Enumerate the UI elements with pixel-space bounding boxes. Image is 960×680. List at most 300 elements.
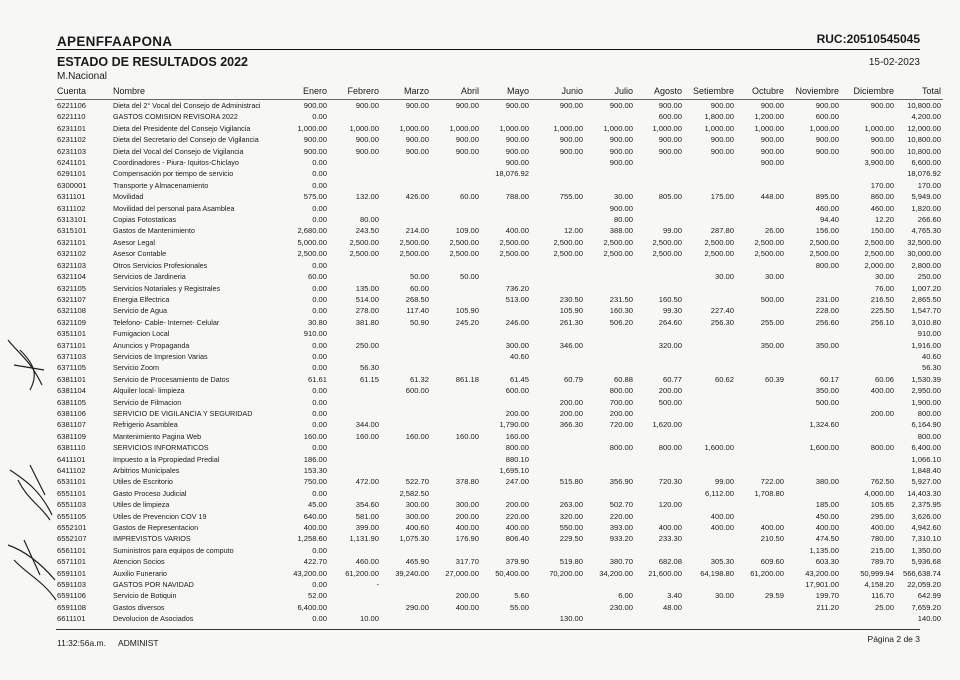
amount-cell: 900.00 <box>405 101 429 110</box>
amount-cell <box>684 613 736 624</box>
amount-cell: 50,999.94 <box>860 568 894 578</box>
amount-cell <box>431 442 481 453</box>
amount-cell: 30.80 <box>307 317 327 327</box>
amount-cell: 10,800.00 <box>907 101 941 110</box>
amount-cell: 61.32 <box>409 374 429 384</box>
amount-cell: 1,066.10 <box>911 454 941 464</box>
amount-cell <box>431 397 481 408</box>
amount-cell: 350.00 <box>815 340 839 350</box>
amount-cell: 116.70 <box>871 591 894 601</box>
amount-cell: 317.70 <box>455 557 479 567</box>
amount-cell <box>329 271 381 282</box>
amount-cell <box>585 454 635 465</box>
amount-cell: 60.00 <box>307 272 327 282</box>
amount-cell <box>684 602 736 613</box>
table-row <box>55 191 943 202</box>
amount-cell: 4,200.00 <box>911 112 941 122</box>
account-code: 6321103 <box>57 260 86 270</box>
table-row <box>55 168 943 179</box>
amount-cell <box>329 385 381 396</box>
table-row <box>55 111 943 122</box>
amount-cell <box>431 362 481 373</box>
amount-cell: 150.00 <box>870 226 894 236</box>
amount-cell: 400.00 <box>455 523 479 533</box>
amount-cell: 233.30 <box>658 534 682 544</box>
amount-cell: 61,200.00 <box>750 568 784 578</box>
amount-cell: 175.00 <box>710 192 734 202</box>
amount-cell <box>531 283 585 294</box>
amount-cell <box>381 203 431 214</box>
amount-cell: 61,200.00 <box>345 568 379 578</box>
account-code: 6311102 <box>57 203 86 213</box>
amount-cell <box>381 442 431 453</box>
amount-cell <box>635 180 684 191</box>
amount-cell <box>481 488 531 499</box>
amount-cell <box>431 579 481 590</box>
amount-cell <box>531 602 585 613</box>
amount-cell: 245.20 <box>455 317 479 327</box>
amount-cell: 860.00 <box>870 192 894 202</box>
amount-cell: 1,200.00 <box>754 112 784 122</box>
amount-cell: 1,000.00 <box>603 123 633 133</box>
amount-cell <box>684 533 736 544</box>
amount-cell <box>431 203 481 214</box>
amount-cell <box>585 340 635 351</box>
amount-cell: 220.00 <box>609 511 633 521</box>
amount-cell <box>585 545 635 556</box>
amount-cell <box>635 545 684 556</box>
amount-cell <box>481 579 531 590</box>
amount-cell: 1,000.00 <box>553 123 583 133</box>
amount-cell <box>431 168 481 179</box>
account-code: 6411102 <box>57 466 86 475</box>
amount-cell <box>684 397 736 408</box>
table-row <box>55 180 943 191</box>
account-name: Copias Fotostaticas <box>113 215 177 225</box>
amount-cell: 400.00 <box>760 523 784 533</box>
amount-cell: 99.30 <box>662 306 682 316</box>
amount-cell: 256.10 <box>870 317 894 327</box>
amount-cell: 900.00 <box>658 101 682 110</box>
amount-cell: 2,500.00 <box>864 249 894 259</box>
amount-cell: 900.00 <box>658 135 682 145</box>
account-name: Transporte y Almacenamiento <box>113 180 209 190</box>
amount-cell: 2,865.50 <box>911 294 941 304</box>
table-row <box>55 579 943 590</box>
amount-cell <box>786 283 841 294</box>
table-row <box>55 385 943 396</box>
amount-cell <box>684 419 736 430</box>
account-code: 6321105 <box>57 283 86 293</box>
amount-cell <box>841 454 896 465</box>
amount-cell: 40.60 <box>921 351 941 361</box>
account-name: Otros Servicios Profesionales <box>113 260 208 270</box>
amount-cell: 426.00 <box>405 192 429 202</box>
amount-cell <box>841 613 896 624</box>
amount-cell: 350.00 <box>815 386 839 396</box>
amount-cell: 900.00 <box>815 146 839 156</box>
amount-cell: 0.00 <box>312 545 327 555</box>
amount-cell: 60.88 <box>613 374 633 384</box>
amount-cell <box>329 397 381 408</box>
amount-cell <box>684 168 736 179</box>
amount-cell: 29.59 <box>764 591 784 601</box>
amount-cell <box>585 260 635 271</box>
amount-cell <box>736 442 786 453</box>
account-code: 6231101 <box>57 123 86 133</box>
amount-cell <box>531 385 585 396</box>
amount-cell: 1,000.00 <box>809 123 839 133</box>
account-name: Gasto Proceso Judicial <box>113 488 187 498</box>
amount-cell <box>684 408 736 419</box>
amount-cell <box>786 168 841 179</box>
report-date: 15-02-2023 <box>868 57 920 68</box>
amount-cell: 211.20 <box>816 602 839 612</box>
amount-cell: 246.00 <box>505 317 529 327</box>
amount-cell: 861.18 <box>455 374 479 384</box>
amount-cell: 900.00 <box>710 135 734 145</box>
amount-cell <box>585 180 635 191</box>
amount-cell: 200.00 <box>559 408 583 418</box>
amount-cell <box>329 203 381 214</box>
table-row <box>55 419 943 430</box>
amount-cell <box>481 180 531 191</box>
amount-cell <box>635 168 684 179</box>
amount-cell: 2,000.00 <box>864 260 894 270</box>
amount-cell: 900.00 <box>455 101 479 110</box>
amount-cell <box>736 283 786 294</box>
account-name: Servicio de Filmacion <box>113 397 182 407</box>
amount-cell: 900.00 <box>609 101 633 110</box>
amount-cell: 900.00 <box>870 101 894 110</box>
account-code: 6291101 <box>57 169 86 179</box>
amount-cell: 3,626.00 <box>911 511 941 521</box>
amount-cell: 200.00 <box>455 591 479 601</box>
amount-cell <box>329 111 381 122</box>
account-name: Asesor Contable <box>113 249 167 259</box>
amount-cell <box>481 362 531 373</box>
amount-cell <box>635 454 684 465</box>
amount-cell: 2,500.00 <box>754 237 784 247</box>
table-row <box>55 556 943 567</box>
table-row <box>55 134 943 145</box>
account-code: 6552101 <box>57 523 87 533</box>
account-name: GASTOS POR NAVIDAD <box>113 580 194 590</box>
amount-cell: 105.65 <box>870 500 894 510</box>
amount-cell: 30.00 <box>613 192 633 202</box>
report-title: ESTADO DE RESULTADOS 2022 <box>57 55 249 69</box>
amount-cell <box>736 305 786 316</box>
amount-cell: 4,942.60 <box>911 523 941 533</box>
table-row <box>55 157 943 168</box>
amount-cell: 21,600.00 <box>648 568 682 578</box>
amount-cell: 346.00 <box>559 340 583 350</box>
amount-cell: 60.17 <box>819 374 839 384</box>
account-name: Devolucion de Asociados <box>113 614 194 624</box>
amount-cell: 4,765.30 <box>911 226 941 236</box>
amount-cell: 0.00 <box>312 203 327 213</box>
amount-cell <box>481 260 531 271</box>
amount-cell: 1,547.70 <box>911 306 941 316</box>
amount-cell <box>381 111 431 122</box>
amount-cell <box>786 351 841 362</box>
amount-cell: 5,949.00 <box>911 192 941 202</box>
amount-cell: 900.00 <box>760 101 784 110</box>
amount-cell: 0.00 <box>312 294 327 304</box>
account-name: Energia Elfectrica <box>113 294 170 304</box>
amount-cell: 900.00 <box>455 146 479 156</box>
account-name: Coordinadores - Piura- Iquitos-Chiclayo <box>113 158 239 168</box>
amount-cell <box>684 157 736 168</box>
amount-cell: 354.60 <box>355 500 379 510</box>
amount-cell: 350.00 <box>760 340 784 350</box>
amount-cell: 200.00 <box>505 500 529 510</box>
amount-cell: 900.00 <box>815 101 839 110</box>
amount-cell <box>786 362 841 373</box>
amount-cell <box>381 579 431 590</box>
company-name: APENFFAAPONA <box>57 34 173 49</box>
amount-cell <box>684 385 736 396</box>
account-code: 6381109 <box>57 431 86 441</box>
amount-cell: 140.00 <box>917 614 941 624</box>
amount-cell <box>684 499 736 510</box>
amount-cell <box>481 305 531 316</box>
amount-cell <box>481 111 531 122</box>
amount-cell: 132.00 <box>355 192 379 202</box>
footer-divider <box>56 629 920 630</box>
amount-cell <box>736 431 786 442</box>
amount-cell: 900.00 <box>760 146 784 156</box>
amount-cell: 261.30 <box>559 317 583 327</box>
amount-cell <box>786 431 841 442</box>
column-header-mayo: Mayo <box>506 86 529 96</box>
amount-cell <box>431 465 481 476</box>
amount-cell: 10,800.00 <box>907 146 941 156</box>
table-row <box>55 431 943 442</box>
amount-cell: 800.00 <box>917 431 941 441</box>
amount-cell: 40.60 <box>509 351 529 361</box>
amount-cell <box>531 351 585 362</box>
amount-cell: 32,500.00 <box>907 237 941 247</box>
amount-cell: 514.00 <box>355 294 379 304</box>
amount-cell: 287.80 <box>710 226 734 236</box>
amount-cell <box>635 362 684 373</box>
amount-cell: 268.50 <box>405 294 429 304</box>
account-name: IMPREVISTOS VARIOS <box>113 534 191 544</box>
amount-cell: 513.00 <box>505 294 529 304</box>
amount-cell: 1,848.40 <box>911 466 941 475</box>
amount-cell <box>381 180 431 191</box>
amount-cell: 55.00 <box>509 602 529 612</box>
amount-cell <box>431 340 481 351</box>
account-code: 6231102 <box>57 135 86 145</box>
amount-cell: 450.00 <box>815 511 839 521</box>
amount-cell <box>736 362 786 373</box>
amount-cell <box>531 180 585 191</box>
amount-cell: 1,620.00 <box>652 420 682 430</box>
amount-cell: 460.00 <box>355 557 379 567</box>
amount-cell <box>684 362 736 373</box>
amount-cell: 448.00 <box>760 192 784 202</box>
account-name: Anuncios y Propaganda <box>113 340 190 350</box>
account-code: 6313101 <box>57 215 87 225</box>
table-row <box>55 340 943 351</box>
amount-cell <box>481 271 531 282</box>
amount-cell: 0.00 <box>312 215 327 225</box>
amount-cell: 199.70 <box>815 591 839 601</box>
amount-cell: 1,324.60 <box>809 420 839 430</box>
amount-cell: 2,500.00 <box>603 237 633 247</box>
amount-cell: 60.00 <box>459 192 479 202</box>
amount-cell <box>736 328 786 339</box>
amount-cell <box>329 351 381 362</box>
amount-cell: 109.00 <box>455 226 479 236</box>
amount-cell: 2,500.00 <box>754 249 784 259</box>
amount-cell: 61.45 <box>509 374 529 384</box>
column-header-marzo: Marzo <box>403 86 429 96</box>
table-row <box>55 590 943 601</box>
account-name: Servicio de Agua <box>113 306 167 316</box>
amount-cell <box>684 465 736 476</box>
amount-cell: 642.99 <box>917 591 941 601</box>
amount-cell <box>684 454 736 465</box>
amount-cell <box>635 465 684 476</box>
amount-cell: 581.00 <box>355 511 379 521</box>
amount-cell: 2,500.00 <box>399 249 429 259</box>
account-name: Utiles de Prevencion COV 19 <box>113 511 207 521</box>
amount-cell: 788.00 <box>505 192 529 202</box>
amount-cell: 56.30 <box>921 363 941 373</box>
amount-cell: 214.00 <box>405 226 429 236</box>
amount-cell <box>786 271 841 282</box>
amount-cell <box>841 351 896 362</box>
amount-cell <box>329 465 381 476</box>
column-header-cuenta: Cuenta <box>57 86 87 96</box>
amount-cell: 30.00 <box>714 272 734 282</box>
amount-cell: 1,820.00 <box>911 203 941 213</box>
amount-cell: 755.00 <box>559 192 583 202</box>
column-header-febrero: Febrero <box>347 86 379 96</box>
amount-cell: 900.00 <box>455 135 479 145</box>
amount-cell: 278.00 <box>355 306 379 316</box>
amount-cell: 200.00 <box>559 397 583 407</box>
table-row <box>55 100 943 112</box>
amount-cell: 900.00 <box>710 101 734 110</box>
amount-cell: 900.00 <box>405 135 429 145</box>
amount-cell <box>531 260 585 271</box>
amount-cell: 295.00 <box>870 511 894 521</box>
account-name: Atencion Socios <box>113 557 165 567</box>
amount-cell: 7,659.20 <box>911 602 941 612</box>
amount-cell <box>431 454 481 465</box>
amount-cell: 48.00 <box>662 602 682 612</box>
amount-cell <box>431 351 481 362</box>
amount-cell <box>431 283 481 294</box>
account-code: 6591108 <box>57 602 86 612</box>
account-code: 6411101 <box>57 454 86 464</box>
amount-cell <box>431 419 481 430</box>
amount-cell: 900.00 <box>559 101 583 110</box>
amount-cell: 1,695.10 <box>499 466 529 475</box>
account-code: 6381110 <box>57 443 86 453</box>
amount-cell: 156.00 <box>815 226 839 236</box>
account-code: 6381106 <box>57 408 86 418</box>
amount-cell: 0.00 <box>312 306 327 316</box>
table-header-row <box>55 83 943 100</box>
amount-cell: 900.00 <box>870 146 894 156</box>
amount-cell <box>585 271 635 282</box>
amount-cell: 43,200.00 <box>293 568 327 578</box>
amount-cell <box>531 431 585 442</box>
amount-cell: 186.00 <box>303 454 327 464</box>
amount-cell <box>585 579 635 590</box>
amount-cell: 17,901.00 <box>805 580 839 590</box>
column-header-junio: Junio <box>561 86 583 96</box>
amount-cell: 6,400.00 <box>297 602 327 612</box>
amount-cell: 0.00 <box>312 420 327 430</box>
account-code: 6591106 <box>57 591 86 601</box>
account-name: Utiles de limpieza <box>113 500 170 510</box>
amount-cell: 600.00 <box>658 112 682 122</box>
amount-cell: 465.90 <box>405 557 429 567</box>
amount-cell: 800.00 <box>505 443 529 453</box>
account-name: Telefono- Cable- Internet- Celular <box>113 317 220 327</box>
account-name: Refrigerio Asamblea <box>113 420 178 430</box>
amount-cell: 50,400.00 <box>495 568 529 578</box>
amount-cell <box>531 442 585 453</box>
amount-cell <box>635 271 684 282</box>
amount-cell: 12.00 <box>563 226 583 236</box>
amount-cell: 3.40 <box>667 591 682 601</box>
amount-cell <box>531 157 585 168</box>
amount-cell: 80.00 <box>359 215 379 225</box>
amount-cell: 2,500.00 <box>449 249 479 259</box>
amount-cell: 60.39 <box>764 374 784 384</box>
account-name: Servicio de Procesamiento de Datos <box>113 374 230 384</box>
amount-cell: 4,158.20 <box>864 580 894 590</box>
account-name: Asesor Legal <box>113 237 155 247</box>
amount-cell <box>431 613 481 624</box>
page-number: Página 2 de 3 <box>867 634 920 644</box>
amount-cell: 230.50 <box>559 294 583 304</box>
amount-cell <box>381 613 431 624</box>
amount-cell: 1,000.00 <box>652 123 682 133</box>
amount-cell: 380.70 <box>609 557 633 567</box>
amount-cell <box>585 431 635 442</box>
amount-cell: 900.00 <box>505 146 529 156</box>
account-name: Impuesto a la Ppropiedad Predial <box>113 454 220 464</box>
table-row <box>55 146 943 157</box>
amount-cell: 1,800.00 <box>704 112 734 122</box>
amount-cell: 4,000.00 <box>864 488 894 498</box>
amount-cell: 18,076.92 <box>907 169 941 179</box>
account-code: 6381107 <box>57 420 86 430</box>
amount-cell <box>736 499 786 510</box>
amount-cell: 400.00 <box>505 523 529 533</box>
amount-cell <box>531 590 585 601</box>
amount-cell: 519.80 <box>559 557 583 567</box>
amount-cell <box>684 260 736 271</box>
amount-cell: 76.00 <box>874 283 894 293</box>
amount-cell: 50.00 <box>409 272 429 282</box>
header-divider <box>56 49 920 50</box>
account-name: Servicios de Impresion Varias <box>113 351 208 361</box>
amount-cell: 736.20 <box>505 283 529 293</box>
account-name: Compensación por tiempo de servicio <box>113 169 234 179</box>
amount-cell <box>431 488 481 499</box>
account-name: SERVICIO DE VIGILANCIA Y SEGURIDAD <box>113 408 253 418</box>
amount-cell <box>736 465 786 476</box>
